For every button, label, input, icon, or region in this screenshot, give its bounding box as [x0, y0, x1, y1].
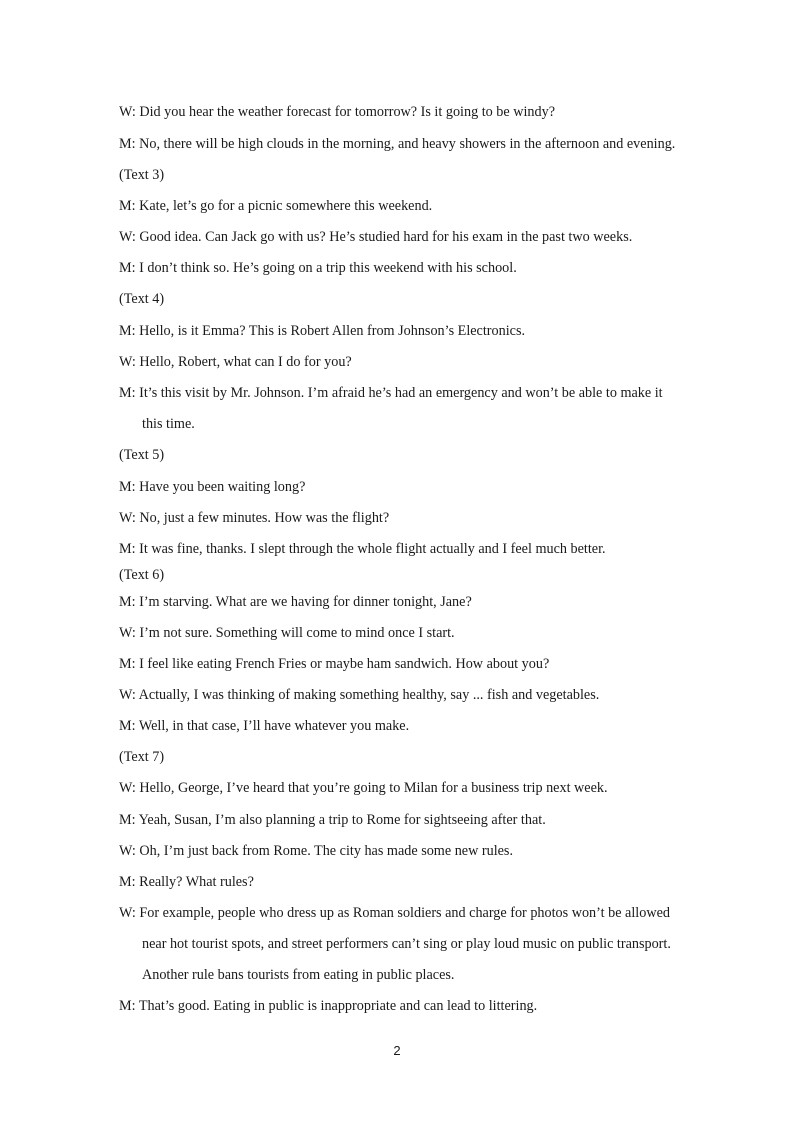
section-heading: (Text 6)	[119, 567, 165, 583]
dialogue-line: W: No, just a few minutes. How was the flight?	[119, 510, 390, 526]
dialogue-line: M: That’s good. Eating in public is inappropriate and can lead to littering.	[119, 998, 538, 1014]
dialogue-line: M: Kate, let’s go for a picnic somewhere this weekend.	[119, 198, 433, 214]
section-heading: (Text 4)	[119, 291, 165, 307]
dialogue-line: M: Well, in that case, I’ll have whatever you make.	[119, 718, 410, 734]
dialogue-line: M: No, there will be high clouds in the morning, and heavy showers in the afternoon and evening.	[119, 136, 676, 152]
dialogue-line: W: Good idea. Can Jack go with us? He’s studied hard for his exam in the past two weeks.	[119, 229, 633, 245]
dialogue-line: M: I don’t think so. He’s going on a trip this weekend with his school.	[119, 260, 517, 276]
dialogue-line: M: Really? What rules?	[119, 874, 254, 890]
dialogue-line: M: Hello, is it Emma? This is Robert Allen from Johnson’s Electronics.	[119, 323, 526, 339]
dialogue-line: M: I’m starving. What are we having for dinner tonight, Jane?	[119, 594, 472, 610]
dialogue-line: M: It was fine, thanks. I slept through the whole flight actually and I feel much better.	[119, 541, 606, 557]
dialogue-line: M: I feel like eating French Fries or maybe ham sandwich. How about you?	[119, 656, 550, 672]
dialogue-line: M: It’s this visit by Mr. Johnson. I’m afraid he’s had an emergency and won’t be able to make it	[119, 385, 663, 401]
dialogue-continuation: Another rule bans tourists from eating in public places.	[142, 967, 455, 983]
dialogue-continuation: this time.	[142, 416, 195, 432]
dialogue-line: W: I’m not sure. Something will come to mind once I start.	[119, 625, 455, 641]
dialogue-line: W: Hello, George, I’ve heard that you’re going to Milan for a business trip next week.	[119, 780, 608, 796]
section-heading: (Text 7)	[119, 749, 165, 765]
dialogue-line: W: Did you hear the weather forecast for tomorrow? Is it going to be windy?	[119, 104, 555, 120]
dialogue-line: M: Yeah, Susan, I’m also planning a trip to Rome for sightseeing after that.	[119, 812, 546, 828]
dialogue-line: M: Have you been waiting long?	[119, 479, 306, 495]
dialogue-line: W: Oh, I’m just back from Rome. The city has made some new rules.	[119, 843, 514, 859]
section-heading: (Text 5)	[119, 447, 165, 463]
dialogue-line: W: Hello, Robert, what can I do for you?	[119, 354, 352, 370]
section-heading: (Text 3)	[119, 167, 165, 183]
page-number: 2	[393, 1043, 401, 1058]
dialogue-continuation: near hot tourist spots, and street performers can’t sing or play loud music on public transport.	[142, 936, 671, 952]
dialogue-line: W: Actually, I was thinking of making something healthy, say ... fish and vegetables.	[119, 687, 600, 703]
dialogue-line: W: For example, people who dress up as Roman soldiers and charge for photos won’t be allowed	[119, 905, 670, 921]
